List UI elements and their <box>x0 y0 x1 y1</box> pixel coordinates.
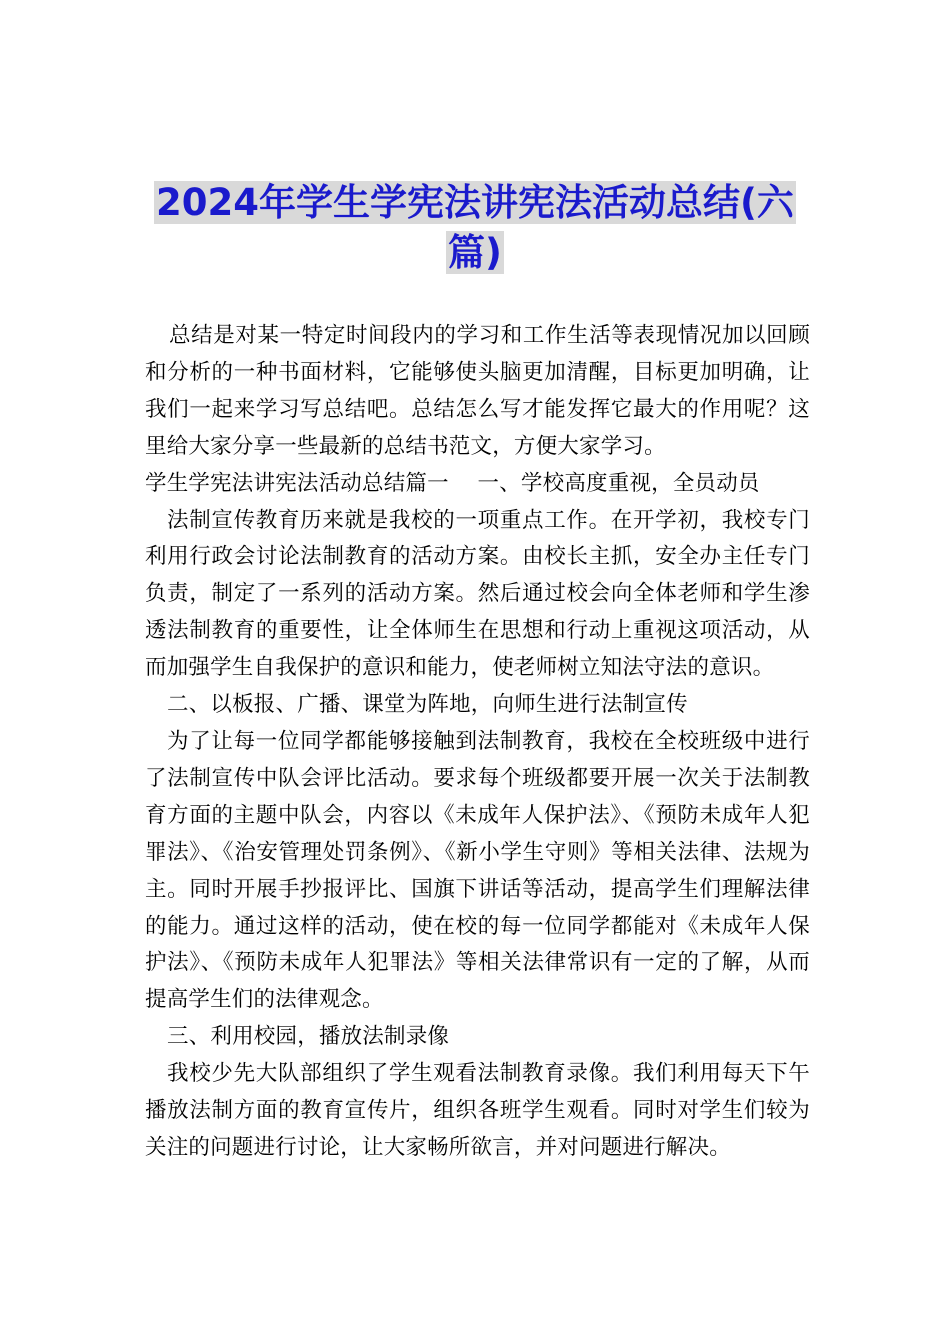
section-heading-2: 二、以板报、广播、课堂为阵地，向师生进行法制宣传 <box>167 692 688 718</box>
section-heading-3: 三、利用校园，播放法制录像 <box>167 1024 450 1050</box>
paragraph-2: 为了让每一位同学都能够接触到法制教育，我校在全校班级中进行了法制宣传中队会评比活动。要求每个班级都要开展一次关于法制教育方面的主题中队会，内容以《未成年人保护法》、《预防未成年人犯罪法》、《治安管理处罚条例》、《新小学生守则》等相关法律、法规为主。同时开展手抄报评比、国旗下讲话等活动，提高学生们理解法律的能力。通过这样的活动，使在校的每一位同学都能对《未成年人保护法》、《预防未成年人犯罪法》等相关法律常识有一定的了解，从而提高学生们的法律观念。 <box>145 728 810 1013</box>
document-title <box>0 178 950 278</box>
paragraph-1: 法制宣传教育历来就是我校的一项重点工作。在开学初，我校专门利用行政会讨论法制教育的活动方案。由校长主抓，安全办主任专门负责，制定了一系列的活动方案。然后通过校会向全体老师和学生渗透法制教育的重要性，让全体师生在思想和行动上重视这项活动，从而加强学生自我保护的意识和能力，使老师树立知法守法的意识。 <box>145 507 810 681</box>
paragraph-3: 我校少先大队部组织了学生观看法制教育录像。我们利用每天下午播放法制方面的教育宣传片，组织各班学生观看。同时对学生们较为关注的问题进行讨论，让大家畅所欲言，并对问题进行解决。 <box>145 1061 810 1160</box>
document-body <box>145 318 810 1167</box>
document-title-line1: 2024年学生学宪法讲宪法活动总结(六 <box>156 181 794 224</box>
section-heading-1: 学生学宪法讲宪法活动总结篇一 一、学校高度重视，全员动员 <box>145 470 760 496</box>
document-title-line2: 篇) <box>448 231 502 274</box>
intro-paragraph: 总结是对某一特定时间段内的学习和工作生活等表现情况加以回顾和分析的一种书面材料，它能够使头脑更加清醒，目标更加明确，让我们一起来学习写总结吧。总结怎么写才能发挥它最大的作用呢？这里给大家分享一些最新的总结书范文，方便大家学习。 <box>145 323 810 459</box>
